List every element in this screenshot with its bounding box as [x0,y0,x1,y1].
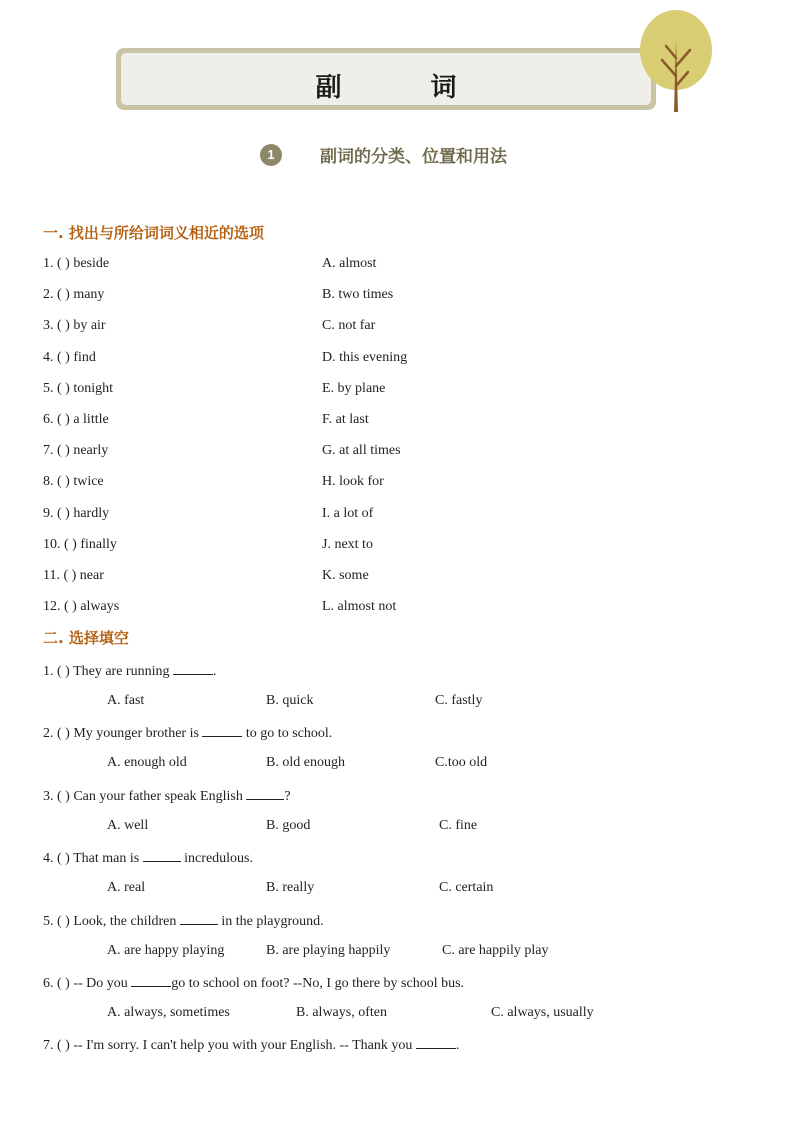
answer-blank [202,724,242,737]
choice-option: C. are happily play [442,942,549,958]
choice-option: B. always, often [296,1005,387,1020]
matching-question: 10. ( ) finally [43,536,117,552]
matching-answer: E. by plane [322,380,386,396]
title-banner-inner [121,53,651,105]
answer-blank [246,787,284,800]
choice-question: 5. ( ) Look, the children in the playground. [43,913,324,929]
matching-question: 12. ( ) always [43,599,120,615]
matching-answer: C. not far [322,318,376,334]
answer-blank [143,849,181,862]
answer-blank [131,974,171,987]
choice-option: A. enough old [107,755,187,771]
choice-option: A. always, sometimes [107,1005,230,1020]
choice-option: B. are playing happily [266,942,391,958]
matching-question: 11. ( ) near [43,568,104,583]
matching-answer: I. a lot of [322,505,374,521]
choice-option: B. quick [266,693,314,708]
matching-question: 7. ( ) nearly [43,443,109,459]
page-title: 副 词 [315,73,497,103]
title-banner [116,48,656,110]
matching-answer: K. some [322,568,369,583]
matching-question: 2. ( ) many [43,287,105,303]
choice-question: 7. ( ) -- I'm sorry. I can't help you with your English. -- Thank you . [43,1038,460,1054]
choice-question: 6. ( ) -- Do you go to school on foot? --No, I go there by school bus. [43,976,465,991]
matching-answer: A. almost [322,256,377,271]
matching-answer: J. next to [322,536,373,552]
answer-blank [416,1036,456,1049]
matching-question: 3. ( ) by air [43,318,106,334]
matching-answer: B. two times [322,287,394,303]
matching-answer: L. almost not [322,599,397,615]
part1-title: 一. 找出与所给词词义相近的选项 [43,224,264,242]
section-number-badge: 1 [260,144,282,166]
choice-option: B. really [266,880,315,896]
matching-answer: F. at last [322,412,369,427]
matching-question: 8. ( ) twice [43,474,104,490]
matching-question: 4. ( ) find [43,349,96,365]
choice-option: A. are happy playing [107,942,225,958]
choice-option: C.too old [435,755,488,771]
choice-option: A. well [107,817,149,833]
choice-option: A. real [107,880,146,896]
choice-option: C. always, usually [491,1005,594,1020]
matching-question: 1. ( ) beside [43,256,110,271]
matching-answer: H. look for [322,474,384,490]
answer-blank [173,662,213,675]
matching-question: 6. ( ) a little [43,412,109,427]
matching-answer: D. this evening [322,349,408,365]
tree-icon [636,6,716,114]
choice-option: B. old enough [266,755,345,771]
choice-question: 1. ( ) They are running . [43,664,217,679]
choice-option: A. fast [107,693,145,708]
part2-title: 二. 选择填空 [43,629,129,647]
matching-question: 9. ( ) hardly [43,505,110,521]
section-title: 副词的分类、位置和用法 [320,147,507,167]
choice-question: 3. ( ) Can your father speak English ? [43,788,291,804]
choice-option: B. good [266,817,311,833]
answer-blank [180,912,218,925]
matching-answer: G. at all times [322,443,401,459]
choice-option: C. fastly [435,693,483,708]
matching-question: 5. ( ) tonight [43,380,113,396]
choice-question: 2. ( ) My younger brother is to go to school. [43,726,333,742]
choice-option: C. certain [439,880,494,896]
choice-option: C. fine [439,817,478,833]
choice-question: 4. ( ) That man is incredulous. [43,851,253,867]
